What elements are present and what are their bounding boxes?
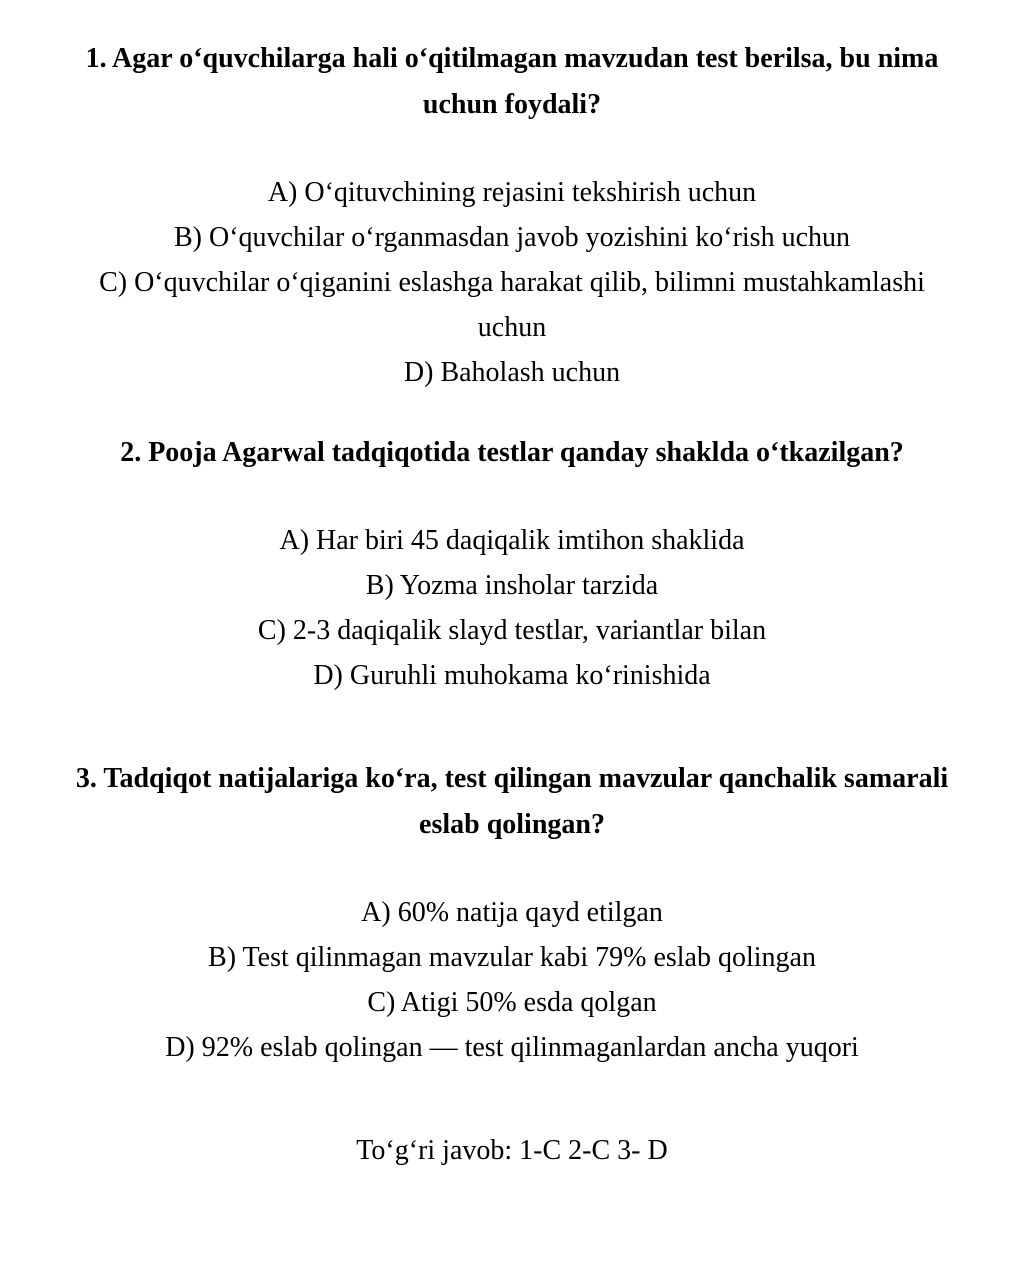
question-2-option-d: D) Guruhli muhokama koʻrinishida (313, 660, 711, 691)
question-2-option-a: A) Har biri 45 daqiqalik imtihon shaklida (279, 525, 745, 556)
question-block-1 (62, 36, 962, 395)
question-2-option-b: B) Yozma insholar tarzida (365, 570, 659, 601)
question-3-option-b: B) Test qilinmagan mavzular kabi 79% eslab qolingan (208, 942, 816, 973)
question-block-3 (62, 756, 962, 1070)
correct-answers-line: Toʻgʻri javob: 1-C 2-C 3- D (356, 1135, 668, 1166)
question-1-option-d: D) Baholash uchun (403, 357, 621, 388)
question-2-title: 2. Pooja Agarwal tadqiqotida testlar qanday shaklda oʻtkazilgan? (120, 437, 904, 468)
question-1-option-b: B) Oʻquvchilar oʻrganmasdan javob yozishini koʻrish uchun (173, 222, 850, 253)
question-3-option-c: C) Atigi 50% esda qolgan (367, 987, 657, 1018)
question-3-options (62, 890, 962, 1070)
question-3-option-d: D) 92% eslab qolingan — test qilinmaganlardan ancha yuqori (165, 1032, 859, 1063)
question-2-option-c: C) 2-3 daqiqalik slayd testlar, variantlar bilan (257, 615, 767, 646)
question-3-title: 3. Tadqiqot natijalariga koʻra, test qilingan mavzular qanchalik samarali eslab qolingan? (75, 763, 949, 840)
question-3-option-a: A) 60% natija qayd etilgan (361, 897, 663, 928)
question-block-2 (62, 430, 962, 698)
question-1-title: 1. Agar oʻquvchilarga hali oʻqitilmagan mavzudan test berilsa, bu nima uchun foydali? (85, 43, 939, 120)
question-1-options (62, 170, 962, 395)
quiz-content (62, 36, 962, 1173)
question-2-options (62, 518, 962, 698)
question-1-option-a: A) Oʻqituvchining rejasini tekshirish uchun (267, 177, 757, 208)
question-1-option-c: C) Oʻquvchilar oʻqiganini eslashga harakat qilib, bilimni mustahkamlashi uchun (99, 267, 925, 343)
